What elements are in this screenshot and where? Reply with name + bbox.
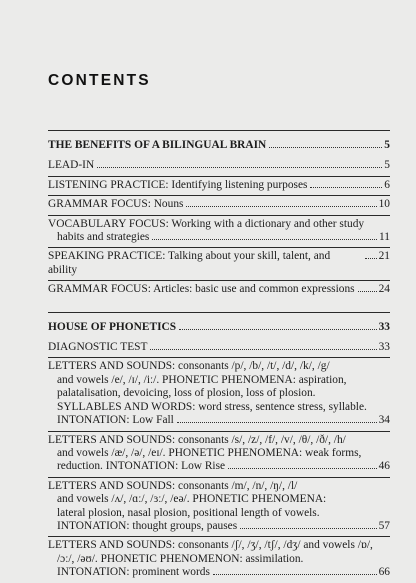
toc-entry[interactable] [48,339,390,357]
entry-line: and vowels /æ/, /ə/, /eɪ/. PHONETIC PHENOMENA: weak forms, [57,446,362,459]
page-number: 11 [379,231,390,244]
entry-text [48,283,390,296]
entry-last-line [48,414,390,427]
page-number: 21 [378,250,390,263]
entry-line: GRAMMAR FOCUS: Nouns [48,198,184,211]
page-number: 33 [378,341,390,354]
entry-text [48,198,390,211]
leader-dots [179,329,377,330]
bleed-through-text [60,0,390,70]
toc-entry[interactable] [48,176,390,195]
entry-text [48,360,390,427]
entry-last-line [48,250,390,277]
entry-line: DIAGNOSTIC TEST [48,341,148,354]
entry-text [48,218,390,245]
entry-line: SPEAKING PRACTICE: Talking about your skill, talent, and ability [48,250,331,276]
toc-part-1 [48,130,390,300]
entry-line: /ɔː/, /əʊ/. PHONETIC PHENOMENON: assimilation. [57,552,304,565]
entry-line: LISTENING PRACTICE: Identifying listening purposes [48,178,308,191]
leader-dots [310,187,382,188]
entry-text [48,341,390,354]
entry-text [48,480,390,534]
page-number: 24 [378,283,390,296]
entry-last-line [48,566,390,579]
entry-last-line [48,179,390,192]
entry-line: palatalisation, devoicing, loss of plosion, loss of plosion. [57,387,316,400]
entry-list [48,157,390,299]
entry-line: reduction. INTONATION: Low Rise [57,460,226,473]
table-of-contents [48,128,390,583]
page-title: CONTENTS [48,72,151,89]
toc-entry[interactable] [48,357,390,430]
leader-dots [269,147,382,148]
entry-line: lateral plosion, nasal plosion, positional length of vowels. [57,506,320,519]
entry-text [48,539,390,579]
entry-last-line [48,460,390,473]
entry-last-line [48,231,390,244]
entry-last-line [48,159,390,172]
page-number: 33 [378,320,390,333]
entry-line: and vowels /e/, /ɪ/, /iː/. PHONETIC PHENOMENA: aspiration, [57,373,347,386]
leader-dots [358,291,377,292]
toc-entry[interactable] [48,195,390,214]
entry-text [48,159,390,172]
entry-line: and vowels /ʌ/, /ɑː/, /ɜː/, /eə/. PHONETIC PHENOMENA: [57,493,327,506]
part-title: THE BENEFITS OF A BILINGUAL BRAIN 5 [48,139,390,151]
toc-part-2 [48,312,390,583]
entry-line: LETTERS AND SOUNDS: consonants /p/, /b/, /t/, /d/, /k/, /g/ [48,360,330,373]
part-title-row[interactable] [48,313,390,339]
toc-entry[interactable] [48,280,390,299]
leader-dots [365,258,377,259]
entry-text [48,434,390,474]
entry-line: INTONATION: Low Fall [57,414,174,427]
toc-entry[interactable] [48,247,390,280]
page-number: 34 [378,414,390,427]
entry-line: LETTERS AND SOUNDS: consonants /s/, /z/, /f/, /v/, /θ/, /ð/, /h/ [48,433,346,446]
part-title-row[interactable] [48,131,390,157]
entry-line: SYLLABLES AND WORDS: word stress, sentence stress, syllable. [57,400,367,413]
toc-entry[interactable] [48,431,390,477]
toc-entry[interactable] [48,215,390,248]
entry-line: LETTERS AND SOUNDS: consonants /ʃ/, /ʒ/, /tʃ/, /dʒ/ and vowels /ɒ/, [48,539,373,552]
entry-line: INTONATION: thought groups, pauses [57,519,238,532]
page-number: 6 [384,178,390,191]
toc-entry[interactable] [48,536,390,582]
toc-entry[interactable] [48,157,390,175]
entry-last-line [48,341,390,354]
leader-dots [177,422,377,423]
leader-dots [213,574,377,575]
leader-dots [152,239,377,240]
entry-line: VOCABULARY FOCUS: Working with a dictionary and other study [48,217,365,230]
entry-line: INTONATION: prominent words [57,566,210,579]
entry-text [48,250,390,277]
leader-dots [150,349,376,350]
entry-text [48,179,390,192]
entry-last-line [48,198,390,211]
page-number: 5 [384,139,390,151]
page-number: 46 [378,460,390,473]
page-number: 10 [378,198,390,211]
entry-line: LEAD-IN [48,159,95,172]
leader-dots [186,206,376,207]
entry-last-line [48,520,390,533]
leader-dots [97,167,382,168]
page-number: 66 [378,566,390,579]
entry-line: habits and strategies [57,231,150,244]
page-number: 57 [378,519,390,532]
part-title: HOUSE OF PHONETICS 33 [48,320,390,333]
entry-line: LETTERS AND SOUNDS: consonants /m/, /n/, /ŋ/, /l/ [48,479,298,492]
toc-entry[interactable] [48,477,390,537]
entry-last-line [48,283,390,296]
leader-dots [240,528,376,529]
leader-dots [228,468,377,469]
entry-line: GRAMMAR FOCUS: Articles: basic use and common expressions [48,283,355,296]
page-number: 5 [384,159,390,172]
entry-list [48,339,390,583]
